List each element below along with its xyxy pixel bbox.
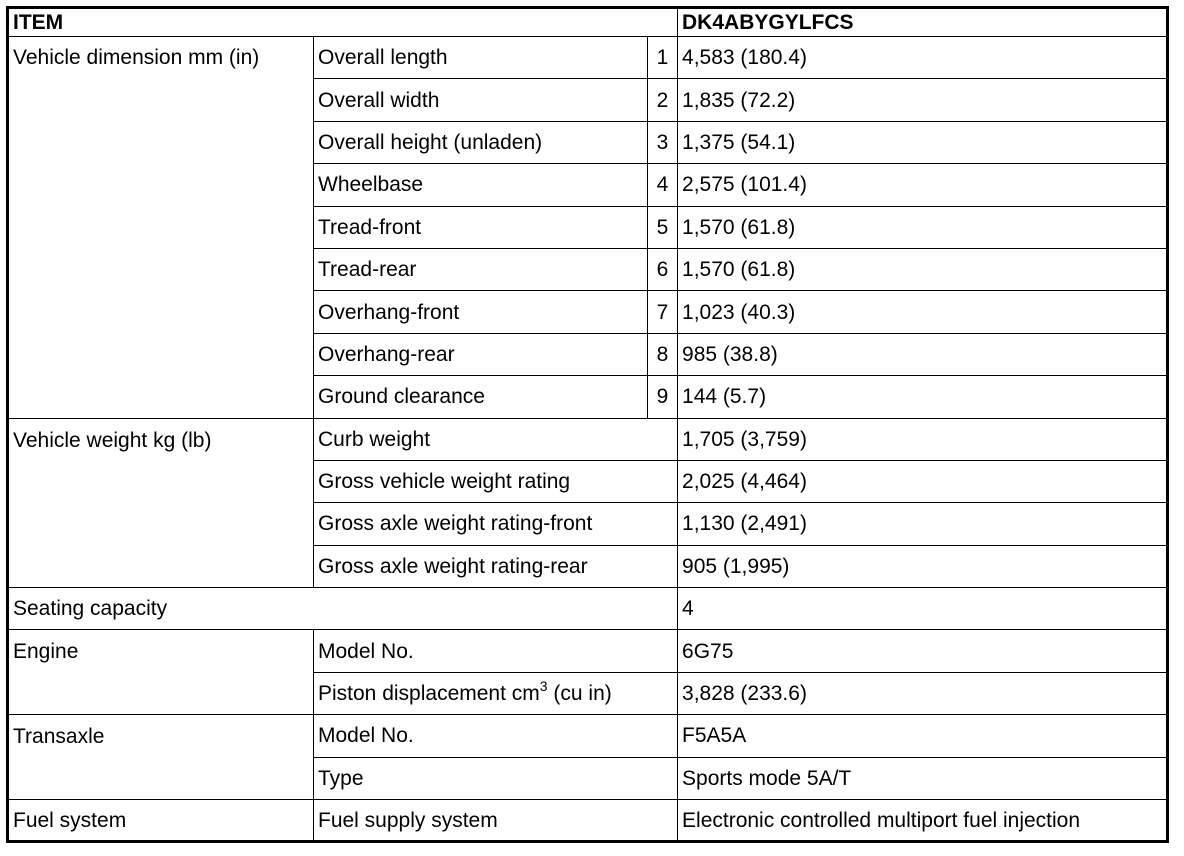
- row-index: 5: [648, 206, 678, 248]
- table-row: [8, 800, 1168, 842]
- row-value: 1,705 (3,759): [678, 418, 1168, 460]
- row-label: Gross axle weight rating-front: [314, 503, 678, 545]
- row-value: 1,375 (54.1): [678, 121, 1168, 163]
- cubic-superscript: 3: [539, 678, 548, 695]
- seating-capacity-value: 4: [678, 588, 1168, 630]
- header-item: ITEM: [8, 8, 678, 37]
- row-index: 3: [648, 121, 678, 163]
- row-label: Fuel supply system: [314, 800, 678, 842]
- displacement-unit-text: (cu in): [547, 682, 612, 706]
- row-index: 7: [648, 291, 678, 333]
- row-value: 2,025 (4,464): [678, 460, 1168, 502]
- row-label: Curb weight: [314, 418, 678, 460]
- row-label: Tread-front: [314, 206, 648, 248]
- row-value: Sports mode 5A/T: [678, 757, 1168, 799]
- row-label: Gross vehicle weight rating: [314, 460, 678, 502]
- row-value: 4,583 (180.4): [678, 37, 1168, 79]
- row-label: Wheelbase: [314, 164, 648, 206]
- group-transaxle: Transaxle: [8, 715, 314, 800]
- row-index: 2: [648, 79, 678, 121]
- row-label: Overall width: [314, 79, 648, 121]
- displacement-label-text: Piston displacement cm: [318, 682, 540, 706]
- row-value: 6G75: [678, 630, 1168, 672]
- row-label: Overall length: [314, 37, 648, 79]
- group-vehicle-weight: Vehicle weight kg (lb): [8, 418, 314, 588]
- table-row: [8, 588, 1168, 630]
- row-label: Overall height (unladen): [314, 121, 648, 163]
- row-index: 6: [648, 248, 678, 290]
- row-value: 3,828 (233.6): [678, 672, 1168, 714]
- specification-table: [6, 6, 1169, 843]
- table-header-row: [8, 8, 1168, 37]
- row-label: Type: [314, 757, 678, 799]
- row-value: F5A5A: [678, 715, 1168, 757]
- row-label: Overhang-front: [314, 291, 648, 333]
- piston-displacement-label: [314, 672, 678, 714]
- row-label: Tread-rear: [314, 248, 648, 290]
- row-value: 1,130 (2,491): [678, 503, 1168, 545]
- table-row: [8, 630, 1168, 672]
- row-label: Gross axle weight rating-rear: [314, 545, 678, 587]
- row-index: 8: [648, 333, 678, 375]
- row-value: 1,023 (40.3): [678, 291, 1168, 333]
- row-label: Model No.: [314, 715, 678, 757]
- row-label: Ground clearance: [314, 376, 648, 418]
- row-value: 985 (38.8): [678, 333, 1168, 375]
- row-value: 1,570 (61.8): [678, 206, 1168, 248]
- table-row: [8, 715, 1168, 757]
- row-label: Model No.: [314, 630, 678, 672]
- row-label: Overhang-rear: [314, 333, 648, 375]
- row-index: 9: [648, 376, 678, 418]
- table-row: [8, 37, 1168, 79]
- group-vehicle-dimension: Vehicle dimension mm (in): [8, 37, 314, 419]
- seating-capacity-label: Seating capacity: [8, 588, 678, 630]
- group-fuel-system: Fuel system: [8, 800, 314, 842]
- row-value: Electronic controlled multiport fuel injection: [678, 800, 1168, 842]
- header-model-code: DK4ABYGYLFCS: [678, 8, 1168, 37]
- row-value: 1,835 (72.2): [678, 79, 1168, 121]
- row-value: 2,575 (101.4): [678, 164, 1168, 206]
- row-value: 905 (1,995): [678, 545, 1168, 587]
- group-engine: Engine: [8, 630, 314, 715]
- row-index: 1: [648, 37, 678, 79]
- table-row: [8, 418, 1168, 460]
- row-value: 144 (5.7): [678, 376, 1168, 418]
- row-value: 1,570 (61.8): [678, 248, 1168, 290]
- row-index: 4: [648, 164, 678, 206]
